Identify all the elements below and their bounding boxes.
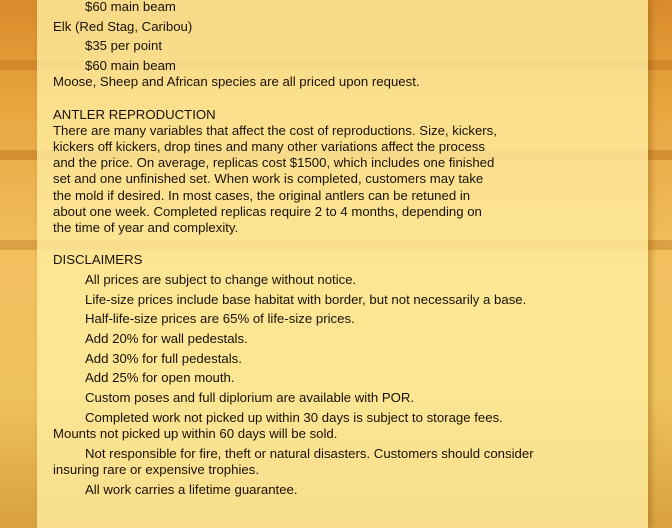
elk-price-point: $35 per point [85, 38, 162, 54]
disclaimer-item: Half-life-size prices are 65% of life-size prices. [85, 311, 355, 327]
disclaimer-item: All prices are subject to change without notice. [85, 271, 357, 287]
disclaimer-item: Add 25% for open mouth. [85, 370, 235, 386]
elk-title: Elk (Red Stag, Caribou) [53, 18, 193, 34]
antler-text-line: the time of year and complexity. [53, 219, 239, 235]
disclaimer-item: All work carries a lifetime guarantee. [85, 481, 298, 497]
elk-price-beam: $60 main beam [85, 58, 176, 74]
antler-reproduction-heading: ANTLER REPRODUCTION [53, 106, 216, 122]
disclaimer-item: Not responsible for fire, theft or natural disasters. Customers should consider insuring rare or expensive trophies. [53, 445, 534, 477]
antler-text-line: set and one unfinished set. When work is completed, customers may take [53, 171, 484, 187]
antler-text-line: There are many variables that affect the cost of reproductions. Size, kickers, [53, 122, 497, 138]
disclaimer-item: Add 20% for wall pedestals. [85, 330, 248, 346]
moose-sheep-note: Moose, Sheep and African species are all priced upon request. [53, 74, 420, 90]
antler-text-line: and the price. On average, replicas cost $1500, which includes one finished [53, 155, 495, 171]
antler-text-line: the mold if desired. In most cases, the original antlers can be retuned in [53, 187, 471, 203]
antler-text-line: kickers off kickers, drop tines and many other variations affect the process [53, 138, 485, 154]
antler-text-line: about one week. Completed replicas require 2 to 4 months, depending on [53, 203, 482, 219]
disclaimer-item: Custom poses and full diplorium are available with POR. [85, 390, 415, 406]
price-list-content [53, 0, 543, 498]
disclaimers-heading: DISCLAIMERS [53, 252, 143, 268]
price-main-beam: $60 main beam [85, 0, 176, 14]
disclaimer-item: Completed work not picked up within 30 days is subject to storage fees. Mounts not picked up within 60 days will be sold. [53, 409, 503, 441]
antler-reproduction-text [53, 123, 543, 236]
disclaimer-item: Add 30% for full pedestals. [85, 350, 242, 366]
disclaimer-item: Life-size prices include base habitat with border, but not necessarily a base. [85, 291, 527, 307]
